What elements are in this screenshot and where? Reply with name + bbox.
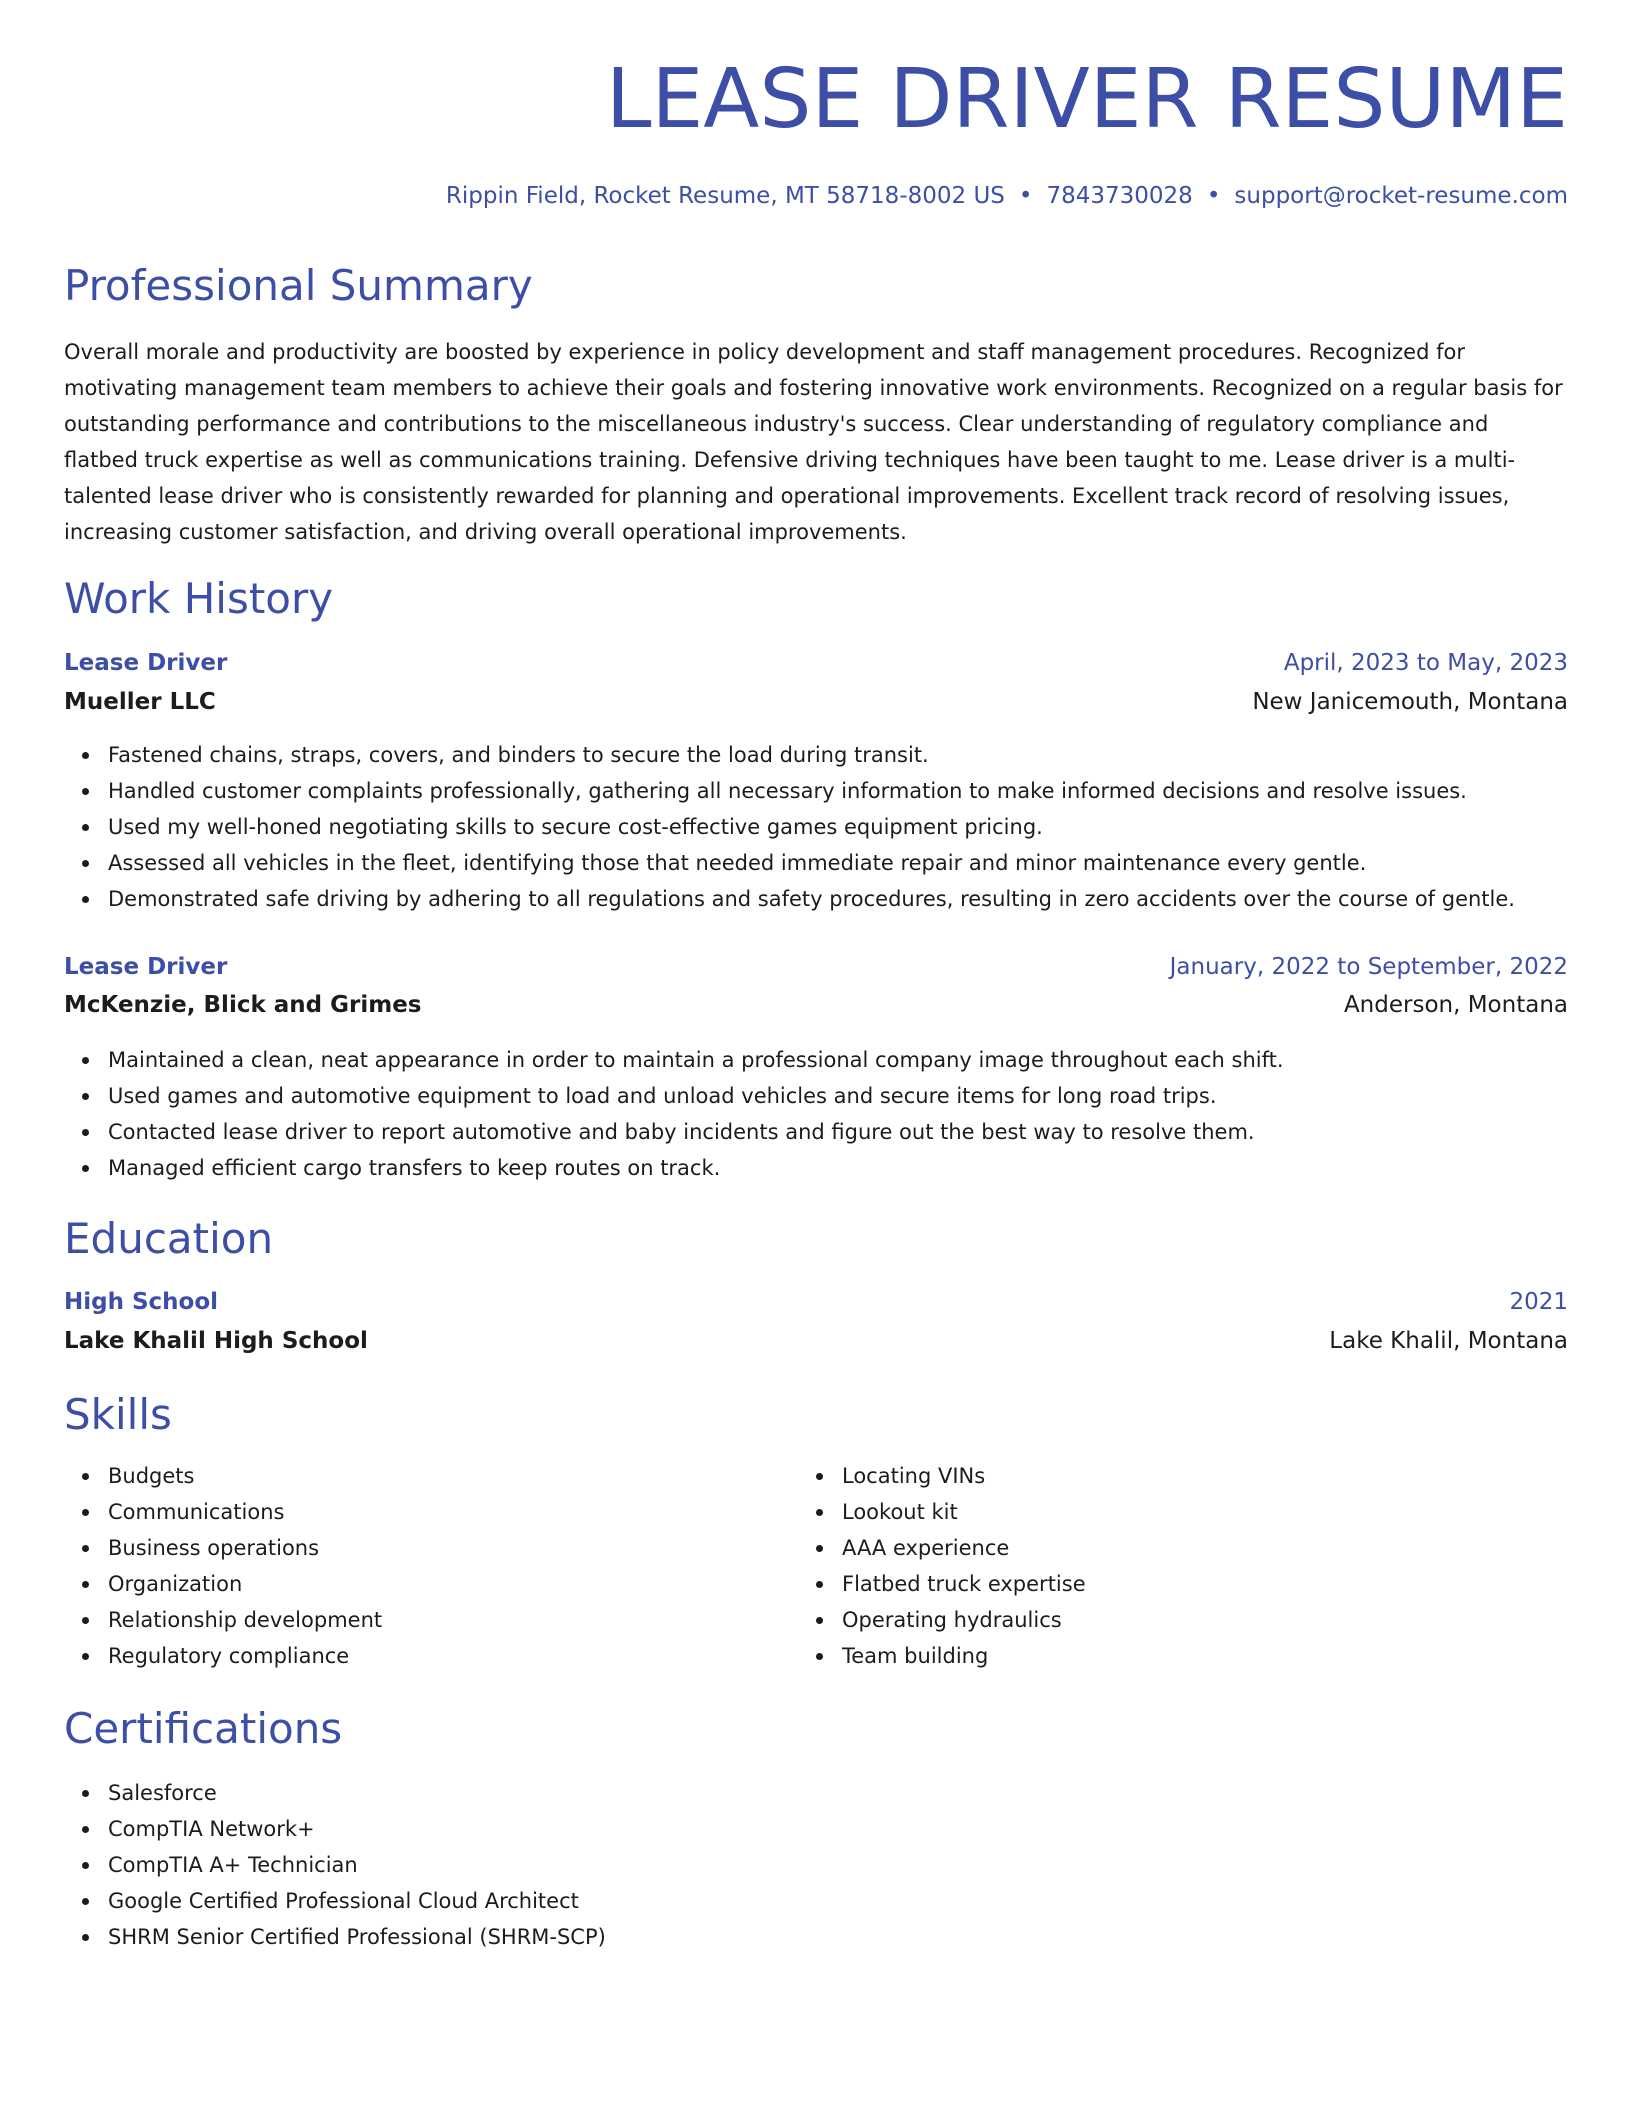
job-location: New Janicemouth, Montana: [1252, 689, 1568, 715]
skill-item: AAA experience: [842, 1530, 1086, 1566]
summary-text: Overall morale and productivity are boosted by experience in policy development and staff management procedures. Recognized for motivating management team members to achieve their goals and fostering innovative work environments. Recognized on a regular basis for outstanding performance and contributions to the miscellaneous industry's success. Clear understanding of regulatory compliance and flatbed truck expertise as well as communications training. Defensive driving techniques have been taught to me. Lease driver is a multi-talented lease driver who is consistently rewarded for planning and operational improvements. Excellent track record of resolving issues, increasing customer satisfaction, and driving overall operational improvements.: [64, 340, 1563, 544]
skill-item: Business operations: [108, 1530, 382, 1566]
education-degree: High School: [64, 1289, 219, 1315]
job-title: Lease Driver: [64, 954, 228, 980]
education-school-row: [64, 1325, 1568, 1357]
education-heading: Education: [64, 1214, 274, 1263]
certification-item: Salesforce: [108, 1775, 606, 1811]
job-title: Lease Driver: [64, 650, 228, 676]
education-school: Lake Khalil High School: [64, 1328, 368, 1354]
skill-item: Team building: [842, 1638, 1086, 1674]
job-company: McKenzie, Blick and Grimes: [64, 992, 422, 1018]
skill-item: Communications: [108, 1494, 382, 1530]
skills-list-right: [798, 1458, 1086, 1674]
job-bullet: Used games and automotive equipment to load and unload vehicles and secure items for long road trips.: [108, 1078, 1284, 1114]
education-degree-row: [64, 1286, 1568, 1318]
contact-phone: 7843730028: [1046, 183, 1193, 209]
job-dates: January, 2022 to September, 2022: [1169, 954, 1568, 980]
job-2-title-row: [64, 951, 1568, 983]
job-bullet: Assessed all vehicles in the fleet, identifying those that needed immediate repair and minor maintenance every gentle.: [108, 845, 1515, 881]
skill-item: Budgets: [108, 1458, 382, 1494]
job-bullet: Fastened chains, straps, covers, and binders to secure the load during transit.: [108, 737, 1515, 773]
skills-list-left: [64, 1458, 382, 1674]
job-location: Anderson, Montana: [1343, 992, 1568, 1018]
skill-item: Lookout kit: [842, 1494, 1086, 1530]
education-year: 2021: [1509, 1289, 1568, 1315]
contact-separator: •: [1206, 183, 1221, 209]
job-bullet: Handled customer complaints professionally, gathering all necessary information to make informed decisions and resolve issues.: [108, 773, 1515, 809]
certification-item: SHRM Senior Certified Professional (SHRM-SCP): [108, 1919, 606, 1955]
contact-separator: •: [1018, 183, 1033, 209]
job-1-bullets: [64, 737, 1515, 917]
certification-item: CompTIA A+ Technician: [108, 1847, 606, 1883]
education-location: Lake Khalil, Montana: [1329, 1328, 1568, 1354]
skill-item: Regulatory compliance: [108, 1638, 382, 1674]
job-bullet: Contacted lease driver to report automotive and baby incidents and figure out the best way to resolve them.: [108, 1114, 1284, 1150]
contact-line: [446, 180, 1568, 212]
job-bullet: Demonstrated safe driving by adhering to all regulations and safety procedures, resulting in zero accidents over the course of gentle.: [108, 881, 1515, 917]
job-bullet: Used my well-honed negotiating skills to secure cost-effective games equipment pricing.: [108, 809, 1515, 845]
skills-heading: Skills: [64, 1390, 172, 1439]
job-1-title-row: [64, 647, 1568, 679]
summary-heading: Professional Summary: [64, 261, 533, 310]
skill-item: Relationship development: [108, 1602, 382, 1638]
job-1-company-row: [64, 686, 1568, 718]
work-history-heading: Work History: [64, 574, 334, 623]
job-2-bullets: [64, 1042, 1284, 1186]
certification-item: CompTIA Network+: [108, 1811, 606, 1847]
contact-address: Rippin Field, Rocket Resume, MT 58718-8002 US: [445, 183, 1005, 209]
certifications-list: [64, 1775, 606, 1955]
job-bullet: Maintained a clean, neat appearance in order to maintain a professional company image throughout each shift.: [108, 1042, 1284, 1078]
resume-title: LEASE DRIVER RESUME: [605, 52, 1568, 147]
contact-email: support@rocket-resume.com: [1234, 183, 1568, 209]
skill-item: Flatbed truck expertise: [842, 1566, 1086, 1602]
job-company: Mueller LLC: [64, 689, 216, 715]
job-2-company-row: [64, 989, 1568, 1021]
skill-item: Locating VINs: [842, 1458, 1086, 1494]
job-bullet: Managed efficient cargo transfers to keep routes on track.: [108, 1150, 1284, 1186]
job-dates: April, 2023 to May, 2023: [1283, 650, 1568, 676]
skill-item: Operating hydraulics: [842, 1602, 1086, 1638]
certifications-heading: Certifications: [64, 1704, 343, 1753]
skill-item: Organization: [108, 1566, 382, 1602]
certification-item: Google Certified Professional Cloud Architect: [108, 1883, 606, 1919]
